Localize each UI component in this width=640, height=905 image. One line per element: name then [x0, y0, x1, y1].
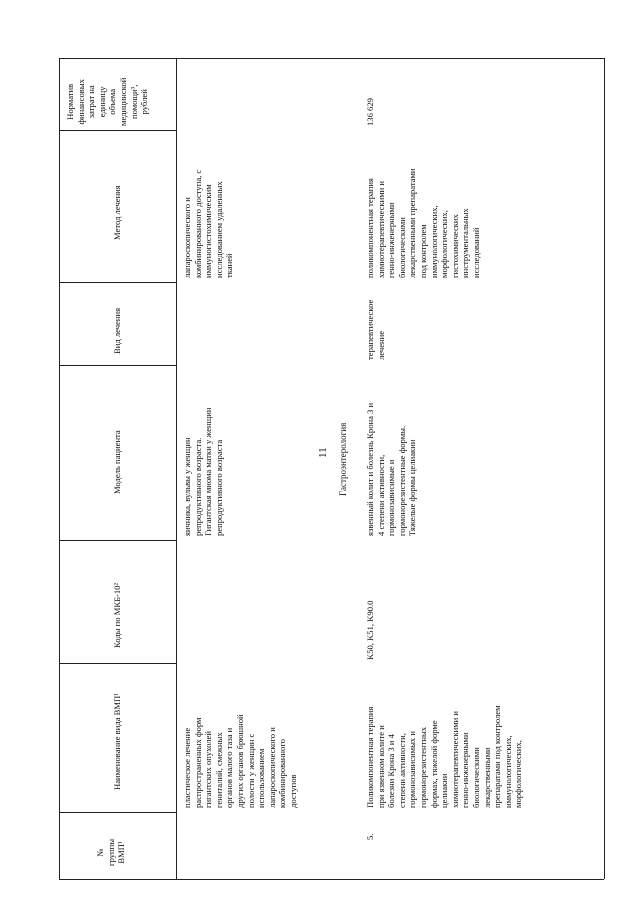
- cell-treatment-method: поликомпонентная терапия химиотерапевтическими и генно-инженерными биологическими лекарственными препаратами под контролем иммунологических, морфологических, гистохимических инструментальных исследований: [365, 168, 481, 278]
- table-right-border: [604, 58, 605, 879]
- cell-vmp-name: Поликомпонентная терапия при язвенном колите и болезни Крона 3 и 4 степени активности, гормонозависимых и гормонорезистентных формах, тяжелой форме целиакии химиотерапевтическими и генно-инженерными биологическими лекарственными препаратами под контролем иммунологических, морфологических,: [365, 705, 524, 808]
- cell-icd-codes: K50, K51, K90.0: [365, 600, 375, 660]
- header-divider-4: [59, 365, 176, 366]
- cell-treatment-method-continued: лапароскопического и комбинированного доступа, с иммуногистохимическим исследованием удаленных тканей: [182, 169, 235, 278]
- header-divider-1: [59, 812, 176, 813]
- header-icd-codes: Коды по МКБ-10²: [112, 582, 122, 648]
- header-bottom-border: [176, 58, 177, 879]
- page-number: 11: [317, 447, 329, 458]
- table-bottom-border: [59, 879, 604, 880]
- header-group-no: № группы ВМП¹: [95, 839, 127, 866]
- cell-vmp-name-continued: пластическое лечение распространенных форм гигантских опухолей гениталий, смежных органов малого таза и других органов брюшной полости у женщин с использованием лапароскопического и комбинированного доступов: [182, 714, 298, 808]
- header-treatment-type: Вид лечения: [112, 307, 122, 354]
- header-divider-6: [59, 130, 176, 131]
- section-title: Гастроэнтерология: [338, 422, 348, 496]
- header-divider-3: [59, 540, 176, 541]
- header-divider-2: [59, 663, 176, 664]
- cell-patient-model: язвенный колит и болезнь Крона 3 и 4 степени активности, гормонозависимые и гормонорезистентные формы. Тяжелые формы целиакии: [365, 402, 418, 536]
- cell-group-no: 5.: [365, 833, 375, 840]
- header-divider-5: [59, 282, 176, 283]
- header-cost-norm: Норматив финансовых затрат на единицу объема медицинской помощи³, рублей: [65, 77, 150, 126]
- cell-treatment-type: терапевтическое лечение: [365, 299, 386, 360]
- table-left-border: [59, 58, 60, 879]
- header-vmp-name: Наименование вида ВМП¹: [112, 693, 122, 790]
- header-treatment-method: Метод лечения: [112, 185, 122, 240]
- cell-cost-norm: 136 629: [365, 98, 375, 126]
- table-top-border: [59, 58, 604, 59]
- header-patient-model: Модель пациента: [112, 430, 122, 494]
- cell-patient-model-continued: яичника, вульвы у женщин репродуктивного возраста. Гигантская миома матки у женщин репродуктивного возраста: [182, 407, 224, 536]
